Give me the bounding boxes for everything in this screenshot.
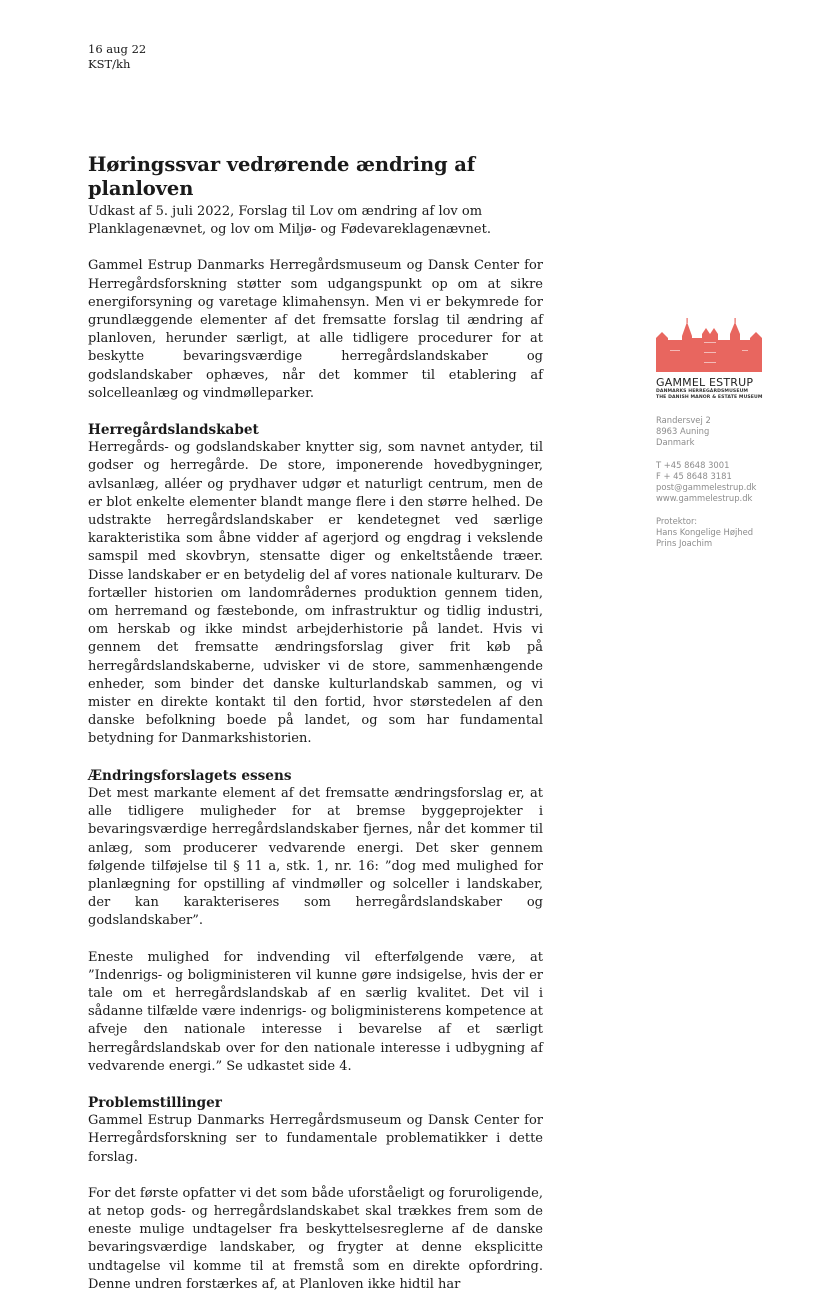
museum-logo	[656, 318, 796, 372]
manor-building-icon	[656, 318, 762, 372]
postal-address	[656, 415, 796, 448]
section-heading-herregaardslandskabet: Herregårdslandskabet	[88, 422, 259, 439]
section-heading-problemstillinger: Problemstillinger	[88, 1094, 222, 1111]
patron-line: Hans Kongelige Højhed	[656, 527, 754, 537]
phone-number: T +45 8648 3001	[656, 460, 730, 470]
contact-details	[656, 415, 796, 549]
document-meta	[88, 42, 146, 72]
intro-paragraph: Gammel Estrup Danmarks Herregårdsmuseum og Dansk Center for Herregårdsforskning støtter som udgangspunkt op om at sikre energiforsyning og varetage klimahensyn. Men vi er bekymrede for grundlæggende elementer af det fremsatte forslag til ændring af planloven, herunder særligt, at alle tidligere procedurer for at beskytte bevaringsværdige herregårdslandskaber og godslandskaber ophæves, når det kommer til etablering af solcelleanlæg og vindmølleparker.	[88, 258, 543, 401]
contact-block	[656, 460, 796, 504]
museum-name: GAMMEL ESTRUP	[656, 376, 754, 389]
document-title: Høringssvar vedrørende ændring af planloven	[88, 153, 476, 200]
section-paragraph: For det første opfatter vi det som både uforståeligt og foruroligende, at netop gods- og herregårdslandskabet skal trækkes frem som de eneste mulige undtagelser fra beskyttelsesreglerne af de danske bevaringsværdige landskaber, og frygter at denne eksplicitte undtagelse vil komme til at fremstå som en direkte opfordring. Denne undren forstærkes af, at Planloven ikke hidtil har	[88, 1185, 543, 1292]
address-line: 8963 Auning	[656, 426, 710, 436]
section-paragraph: Eneste mulighed for indvending vil efterfølgende være, at ”Indenrigs- og boligministeren vil kunne gøre indsigelse, hvis der er tale om et herregårdslandskab af en særlig kvalitet. Det vil i sådanne tilfælde være indenrigs- og boligministerens kompetence at afveje den nationale interesse i bevarelse af et særligt herregårdslandskab over for den nationale interesse i udbygning af vedvarende energi.” Se udkastet side 4.	[88, 949, 543, 1074]
document-date: 16 aug 22	[88, 42, 147, 56]
address-line: Randersvej 2	[656, 415, 711, 425]
address-line: Danmark	[656, 437, 695, 447]
patron-block	[656, 516, 796, 549]
patron-label: Protektor:	[656, 516, 698, 526]
museum-tagline-english: THE DANISH MANOR & ESTATE MUSEUM	[656, 395, 763, 400]
section-paragraph: Gammel Estrup Danmarks Herregårdsmuseum og Dansk Center for Herregårdsforskning ser to fundamentale problematikker i dette forslag.	[88, 1113, 543, 1165]
section-paragraph: Herregårds- og godslandskaber knytter sig, som navnet antyder, til godser og herregårde. De store, imponerende hovedbygninger, avlsanlæg, alléer og prydhaver udgør et naturligt centrum, men de er blot enkelte elementer blandt mange flere i den større helhed. De udstrakte herregårdslandskaber er kendetegnet ved særlige karakteristika som åbne vidder af agerjord og engdrag i vekslende samspil med skovbryn, stensatte diger og enkeltstående træer. Disse landskaber er en betydelig del af vores nationale kulturarv. De fortæller historien om landområdernes produktion gennem tiden, om herremand og fæstebonde, om infrastruktur og tidlig industri, om herskab og ikke mindst arbejderhistorie på landet. Hvis vi gennem det fremsatte ændringsforslag giver frit køb på herregårdslandskaberne, udvisker vi de store, sammenhængende enheder, som binder det danske kulturlandskab sammen, og vi mister en direkte kontakt til den fortid, hvor størstedelen af den danske befolkning boede på landet, og som har fundamental betydning for Danmarkshistorien.	[88, 440, 543, 747]
fax-number: F + 45 8648 3181	[656, 471, 732, 481]
document-subtitle: Udkast af 5. juli 2022, Forslag til Lov om ændring af lov om Planklagenævnet, og lov om Miljø- og Fødevareklagenævnet.	[88, 204, 491, 238]
letterhead-sidebar	[656, 318, 796, 549]
website-address: www.gammelestrup.dk	[656, 493, 753, 503]
section-paragraph: Det mest markante element af det fremsatte ændringsforslag er, at alle tidligere muligheder for at bremse byggeprojekter i bevaringsværdige herregårdslandskaber fjernes, når det kommer til anlæg, som producerer vedvarende energi. Det sker gennem følgende tilføjelse til § 11 a, stk. 1, nr. 16: ”dog med mulighed for planlægning for opstilling af vindmøller og solceller i landskaber, der kan karakteriseres som herregårdslandskaber og godslandskaber”.	[88, 785, 543, 929]
section-heading-essens: Ændringsforslagets essens	[88, 767, 292, 784]
museum-tagline-danish: DANMARKS HERREGÅRDSMUSEUM	[656, 389, 749, 394]
email-address: post@gammelestrup.dk	[656, 482, 757, 492]
document-reference: KST/kh	[88, 57, 131, 71]
patron-line: Prins Joachim	[656, 538, 713, 548]
document-body	[88, 153, 543, 1294]
